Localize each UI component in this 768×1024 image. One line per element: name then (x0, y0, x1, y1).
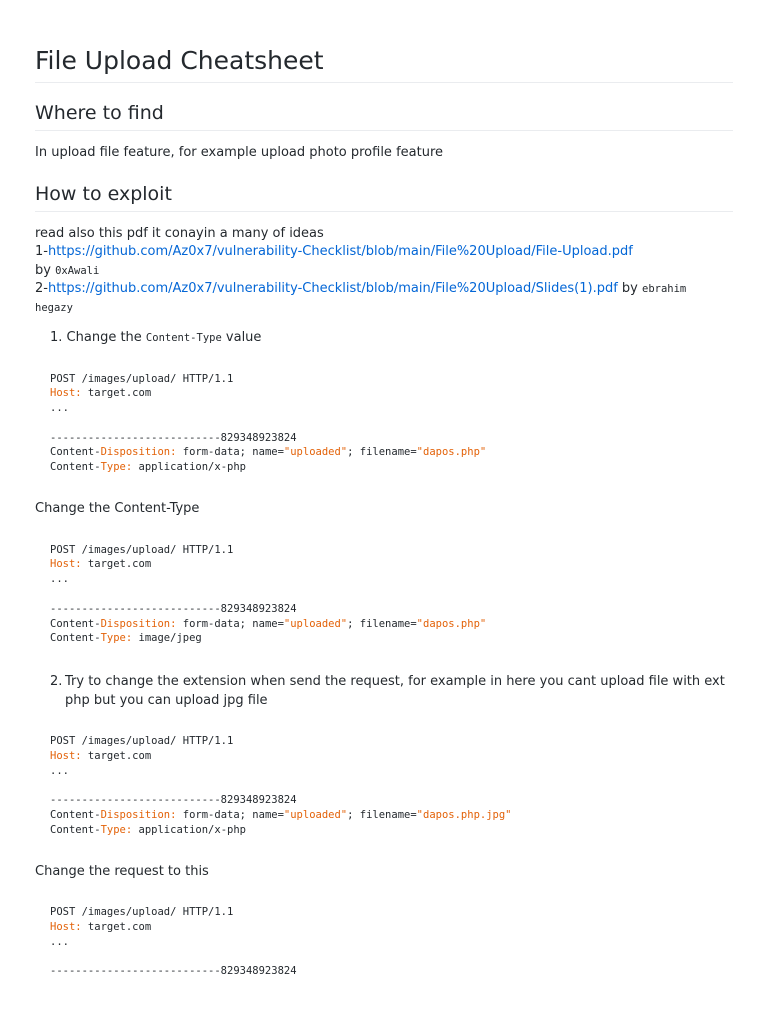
code-text: Content- (50, 632, 101, 645)
code-text: ; filename= (347, 809, 417, 822)
code-key: Disposition: (100, 617, 177, 630)
code-line: POST /images/upload/ HTTP/1.1 (50, 735, 234, 748)
intro-text: read also this pdf it conayin a many of ideas (35, 225, 324, 241)
code-line: ... (50, 573, 69, 586)
code-key: Host: (50, 387, 82, 400)
text-change-content-type: Change the Content-Type (35, 501, 200, 517)
step1-text-pre: Change the (66, 330, 146, 345)
author-2a: ebrahim (642, 283, 687, 295)
code-value: target.com (81, 921, 152, 934)
step-1 (35, 329, 733, 348)
code-key: Host: (50, 921, 82, 934)
step1-code: Content-Type (145, 332, 222, 344)
code-key: Host: (50, 749, 82, 762)
code-text: ; filename= (347, 446, 417, 459)
link1-prefix: 1- (35, 244, 48, 259)
code-line: POST /images/upload/ HTTP/1.1 (50, 372, 234, 385)
by1-label: by (35, 262, 56, 278)
code-string: "uploaded" (283, 809, 348, 822)
code-line: ---------------------------829348923824 (50, 965, 297, 978)
code-block-4 (35, 905, 733, 979)
code-key: Type: (100, 461, 133, 474)
code-line: ... (50, 935, 69, 948)
code-text: ; filename= (347, 617, 417, 630)
by2-label: by (617, 281, 642, 296)
code-line: POST /images/upload/ HTTP/1.1 (50, 543, 234, 556)
code-text: Content- (50, 446, 101, 459)
link-line-1 (35, 243, 733, 262)
code-key: Type: (100, 823, 133, 836)
code-line: ---------------------------829348923824 (50, 794, 297, 807)
heading-where-to-find: Where to find (35, 102, 733, 131)
code-value: target.com (81, 387, 152, 400)
code-string: "dapos.php" (416, 617, 487, 630)
step1-number: 1. (50, 330, 63, 345)
code-string: "uploaded" (283, 617, 348, 630)
code-line: ... (50, 402, 69, 415)
author-1: 0xAwali (55, 264, 100, 277)
code-text: Content- (50, 461, 101, 474)
code-block-1 (35, 372, 733, 476)
code-text: Content- (50, 809, 101, 822)
code-line: POST /images/upload/ HTTP/1.1 (50, 906, 234, 919)
code-text: form-data; name= (176, 809, 284, 822)
code-value: target.com (81, 558, 152, 571)
pdf-link-1[interactable]: https://github.com/Az0x7/vulnerability-Checklist/blob/main/File%20Upload/File-Upload.pdf (47, 244, 633, 259)
code-key: Type: (100, 632, 133, 645)
link-line-2 (35, 280, 733, 299)
code-text: form-data; name= (176, 617, 284, 630)
code-line: ... (50, 764, 69, 777)
code-string: "uploaded" (283, 446, 348, 459)
code-string: "dapos.php.jpg" (416, 809, 512, 822)
code-line: ---------------------------829348923824 (50, 431, 297, 444)
code-value: image/jpeg (132, 632, 202, 645)
by-line-2 (35, 299, 733, 318)
code-value: application/x-php (132, 823, 246, 836)
pdf-link-2[interactable]: https://github.com/Az0x7/vulnerability-Checklist/blob/main/File%20Upload/Slides(1).pdf (47, 281, 618, 296)
code-text: Content- (50, 823, 101, 836)
code-block-3 (35, 734, 733, 838)
code-value: application/x-php (132, 461, 246, 474)
code-value: target.com (81, 749, 152, 762)
page-title: File Upload Cheatsheet (35, 0, 733, 83)
where-text: In upload file feature, for example upload photo profile feature (35, 145, 444, 160)
step2-number: 2. (50, 674, 63, 690)
step1-text-post: value (221, 330, 262, 345)
step2-text: Try to change the extension when send the request, for example in here you cant upload file with ext php but you can upload jpg file (65, 674, 725, 708)
link2-prefix: 2- (35, 281, 48, 296)
code-key: Host: (50, 558, 82, 571)
author-2b: hegazy (35, 301, 73, 314)
code-line: ---------------------------829348923824 (50, 602, 297, 615)
code-text: form-data; name= (176, 446, 284, 459)
step-2 (35, 673, 733, 710)
intro-block (35, 225, 733, 318)
code-block-2 (35, 543, 733, 647)
code-string: "dapos.php" (416, 446, 487, 459)
code-key: Disposition: (100, 446, 177, 459)
by-line-1 (35, 262, 733, 281)
text-change-request: Change the request to this (35, 863, 209, 879)
code-text: Content- (50, 617, 101, 630)
heading-how-to-exploit: How to exploit (35, 183, 733, 212)
code-key: Disposition: (100, 809, 177, 822)
